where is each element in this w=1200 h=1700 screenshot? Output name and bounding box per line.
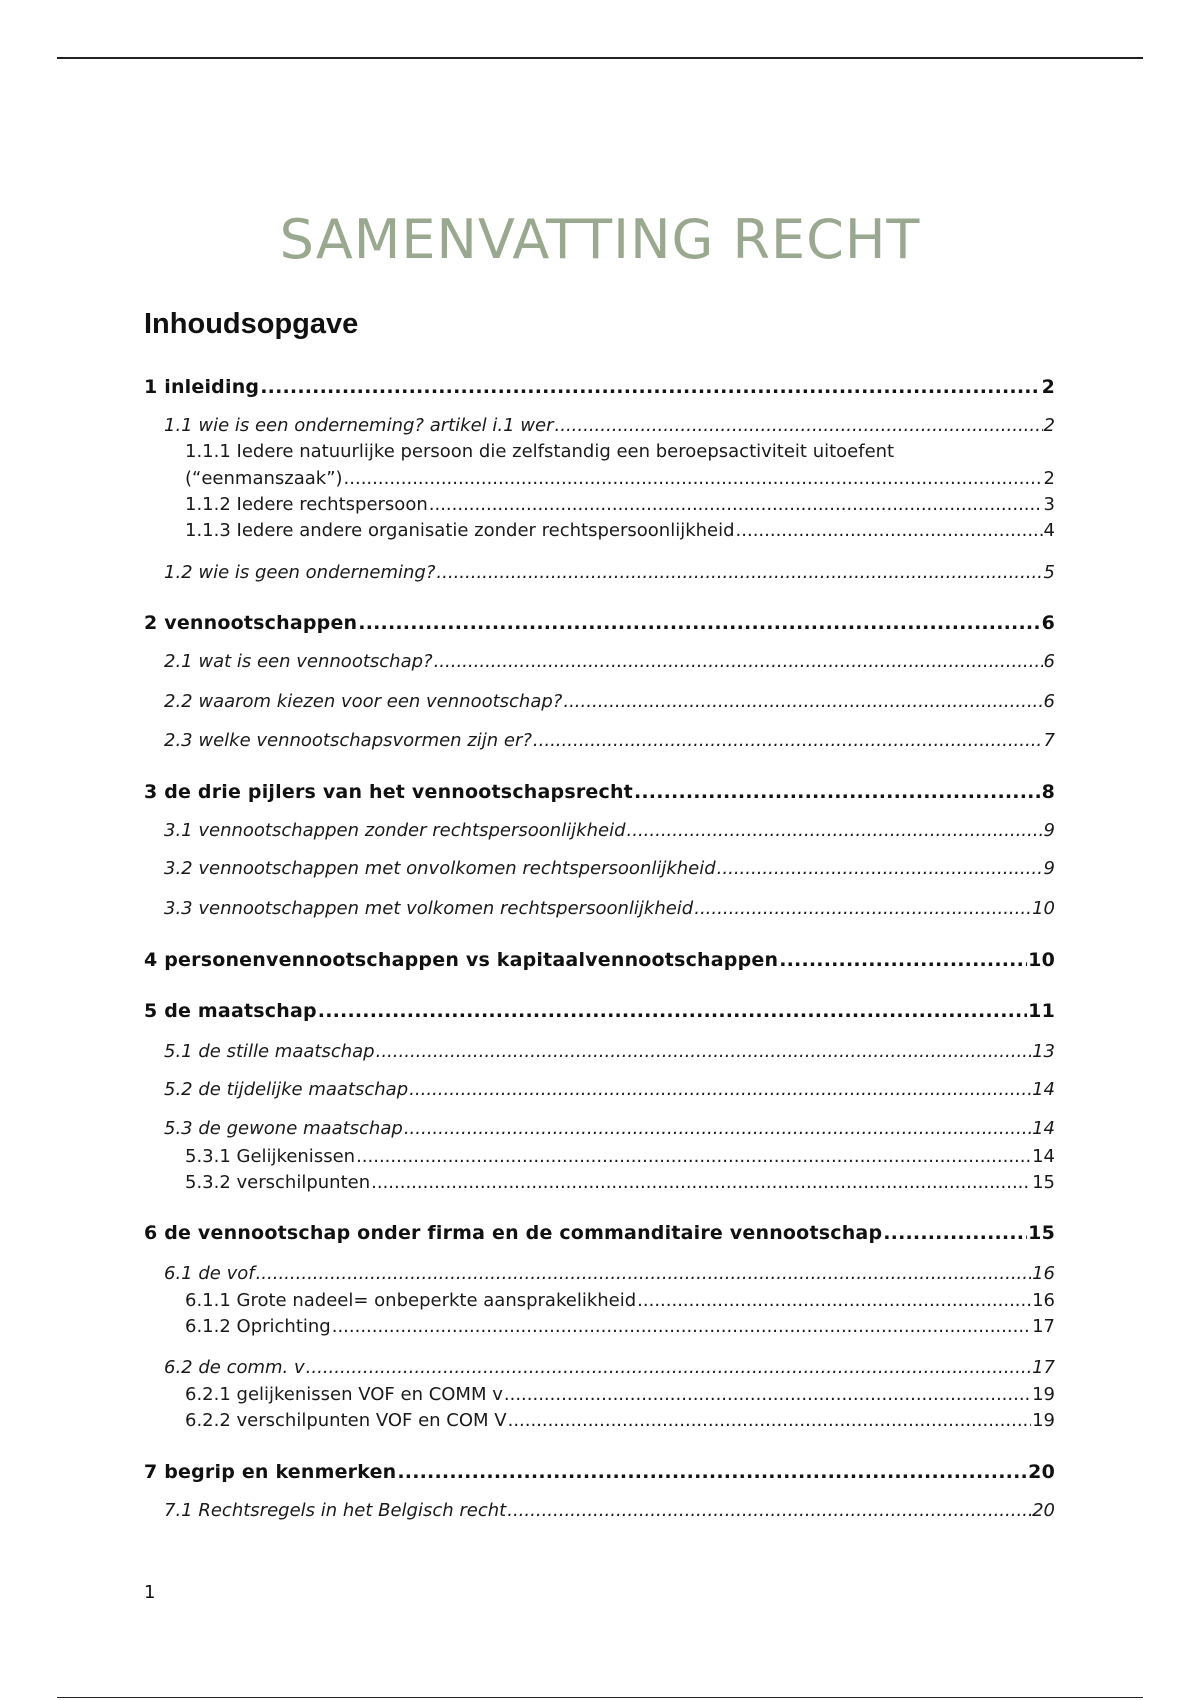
toc-page-number: 2	[1043, 415, 1055, 436]
leader-dots	[429, 494, 1043, 515]
toc-entry[interactable]: 7.1 Rechtsregels in het Belgisch recht ..... 20	[164, 1500, 1055, 1521]
toc-entry[interactable]: 2.2 waarom kiezen voor een vennootschap? ..... 6	[164, 691, 1055, 712]
toc-page-number: 17	[1032, 1357, 1055, 1378]
toc-entry[interactable]: (“eenmanszaak”) ..... 2	[185, 468, 1055, 489]
leader-dots	[318, 1000, 1027, 1022]
leader-dots	[508, 1410, 1032, 1431]
leader-dots	[356, 1146, 1031, 1167]
toc-page-number: 6	[1043, 651, 1055, 672]
leader-dots	[627, 820, 1043, 841]
toc-page-number: 3	[1043, 494, 1055, 515]
toc-entry[interactable]: 1 inleiding ..... 2	[144, 376, 1055, 398]
toc-entry[interactable]: 2.1 wat is een vennootschap? ..... 6	[164, 651, 1055, 672]
leader-dots	[256, 1263, 1032, 1284]
toc-page-number: 9	[1043, 820, 1055, 841]
leader-dots	[436, 562, 1042, 583]
toc-entry[interactable]: 6.2.1 gelijkenissen VOF en COMM v ..... 19	[185, 1384, 1055, 1405]
toc-heading: Inhoudsopgave	[144, 308, 359, 340]
toc-entry[interactable]: 3 de drie pijlers van het vennootschapsrecht ..... 8	[144, 781, 1055, 803]
toc-entry[interactable]: 5 de maatschap ..... 11	[144, 1000, 1055, 1022]
toc-entry[interactable]: 2 vennootschappen ..... 6	[144, 612, 1055, 634]
toc-entry[interactable]: 6.1 de vof ..... 16	[164, 1263, 1055, 1284]
toc-entry-line[interactable]: 1.1.1 Iedere natuurlijke persoon die zelfstandig een beroepsactiviteit uitoefent	[185, 441, 895, 462]
toc-page-number: 14	[1032, 1079, 1055, 1100]
leader-dots	[504, 1384, 1031, 1405]
toc-page-number: 13	[1032, 1041, 1055, 1062]
toc-page-number: 17	[1032, 1316, 1055, 1337]
toc-page-number: 20	[1032, 1500, 1055, 1521]
toc-page-number: 4	[1043, 520, 1055, 541]
toc-entry[interactable]: 2.3 welke vennootschapsvormen zijn er? ..... 7	[164, 730, 1055, 751]
toc-entry[interactable]: 3.3 vennootschappen met volkomen rechtspersoonlijkheid ..... 10	[164, 898, 1055, 919]
leader-dots	[736, 520, 1043, 541]
toc-entry[interactable]: 5.2 de tijdelijke maatschap ..... 14	[164, 1079, 1055, 1100]
leader-dots	[371, 1172, 1031, 1193]
toc-page-number: 15	[1032, 1172, 1055, 1193]
toc-entry[interactable]: 1.1.2 Iedere rechtspersoon ..... 3	[185, 494, 1055, 515]
leader-dots	[306, 1357, 1031, 1378]
toc-page-number: 2	[1043, 468, 1055, 489]
leader-dots	[717, 858, 1043, 879]
leader-dots	[397, 1461, 1027, 1483]
leader-dots	[434, 651, 1043, 672]
leader-dots	[634, 781, 1041, 803]
leader-dots	[332, 1316, 1031, 1337]
leader-dots	[409, 1079, 1031, 1100]
toc-entry[interactable]: 7 begrip en kenmerken ..... 20	[144, 1461, 1055, 1483]
toc-page-number: 6	[1043, 691, 1055, 712]
toc-page-number: 8	[1041, 781, 1055, 803]
leader-dots	[344, 468, 1043, 489]
leader-dots	[376, 1041, 1031, 1062]
leader-dots	[533, 730, 1043, 751]
toc-entry[interactable]: 1.2 wie is geen onderneming? ..... 5	[164, 562, 1055, 583]
leader-dots	[507, 1500, 1031, 1521]
leader-dots	[694, 898, 1031, 919]
leader-dots	[779, 949, 1027, 971]
toc-page-number: 14	[1032, 1146, 1055, 1167]
toc-page-number: 14	[1032, 1118, 1055, 1139]
toc-entry[interactable]: 6.2.2 verschilpunten VOF en COM V ..... 19	[185, 1410, 1055, 1431]
toc-page-number: 16	[1032, 1290, 1055, 1311]
toc-page-number: 19	[1032, 1410, 1055, 1431]
toc-entry[interactable]: 6.2 de comm. v ..... 17	[164, 1357, 1055, 1378]
toc-page-number: 19	[1032, 1384, 1055, 1405]
leader-dots	[260, 376, 1040, 398]
leader-dots	[555, 415, 1043, 436]
leader-dots	[883, 1222, 1027, 1244]
toc-page-number: 7	[1043, 730, 1055, 751]
leader-dots	[404, 1118, 1031, 1139]
toc-page-number: 2	[1041, 376, 1055, 398]
leader-dots	[563, 691, 1042, 712]
toc-entry[interactable]: 5.3 de gewone maatschap ..... 14	[164, 1118, 1055, 1139]
toc-entry[interactable]: 3.1 vennootschappen zonder rechtspersoonlijkheid ..... 9	[164, 820, 1055, 841]
toc-page-number: 6	[1041, 612, 1055, 634]
toc-entry[interactable]: 4 personenvennootschappen vs kapitaalvennootschappen ..... 10	[144, 949, 1055, 971]
toc-page-number: 10	[1032, 898, 1055, 919]
toc-page-number: 20	[1028, 1461, 1055, 1483]
toc-entry[interactable]: 1.1.3 Iedere andere organisatie zonder rechtspersoonlijkheid ..... 4	[185, 520, 1055, 541]
page-number: 1	[144, 1582, 156, 1603]
toc-page-number: 16	[1032, 1263, 1055, 1284]
toc-entry[interactable]: 1.1 wie is een onderneming? artikel i.1 wer ..... 2	[164, 415, 1055, 436]
footer-rule	[57, 1697, 1143, 1698]
toc-entry[interactable]: 3.2 vennootschappen met onvolkomen rechtspersoonlijkheid ..... 9	[164, 858, 1055, 879]
header-rule	[57, 57, 1143, 59]
document-title: SAMENVATTING RECHT	[279, 208, 921, 271]
toc-page-number: 5	[1043, 562, 1055, 583]
toc-entry[interactable]: 6 de vennootschap onder firma en de commanditaire vennootschap ..... 15	[144, 1222, 1055, 1244]
leader-dots	[358, 612, 1040, 634]
toc-page-number: 9	[1043, 858, 1055, 879]
toc-entry[interactable]: 5.1 de stille maatschap ..... 13	[164, 1041, 1055, 1062]
toc-page-number: 11	[1028, 1000, 1055, 1022]
toc-entry[interactable]: 6.1.2 Oprichting ..... 17	[185, 1316, 1055, 1337]
toc-page-number: 15	[1028, 1222, 1055, 1244]
toc-entry[interactable]: 5.3.2 verschilpunten ..... 15	[185, 1172, 1055, 1193]
leader-dots	[637, 1290, 1031, 1311]
toc-entry[interactable]: 5.3.1 Gelijkenissen ..... 14	[185, 1146, 1055, 1167]
toc-entry[interactable]: 6.1.1 Grote nadeel= onbeperkte aansprakelikheid ..... 16	[185, 1290, 1055, 1311]
toc-page-number: 10	[1028, 949, 1055, 971]
